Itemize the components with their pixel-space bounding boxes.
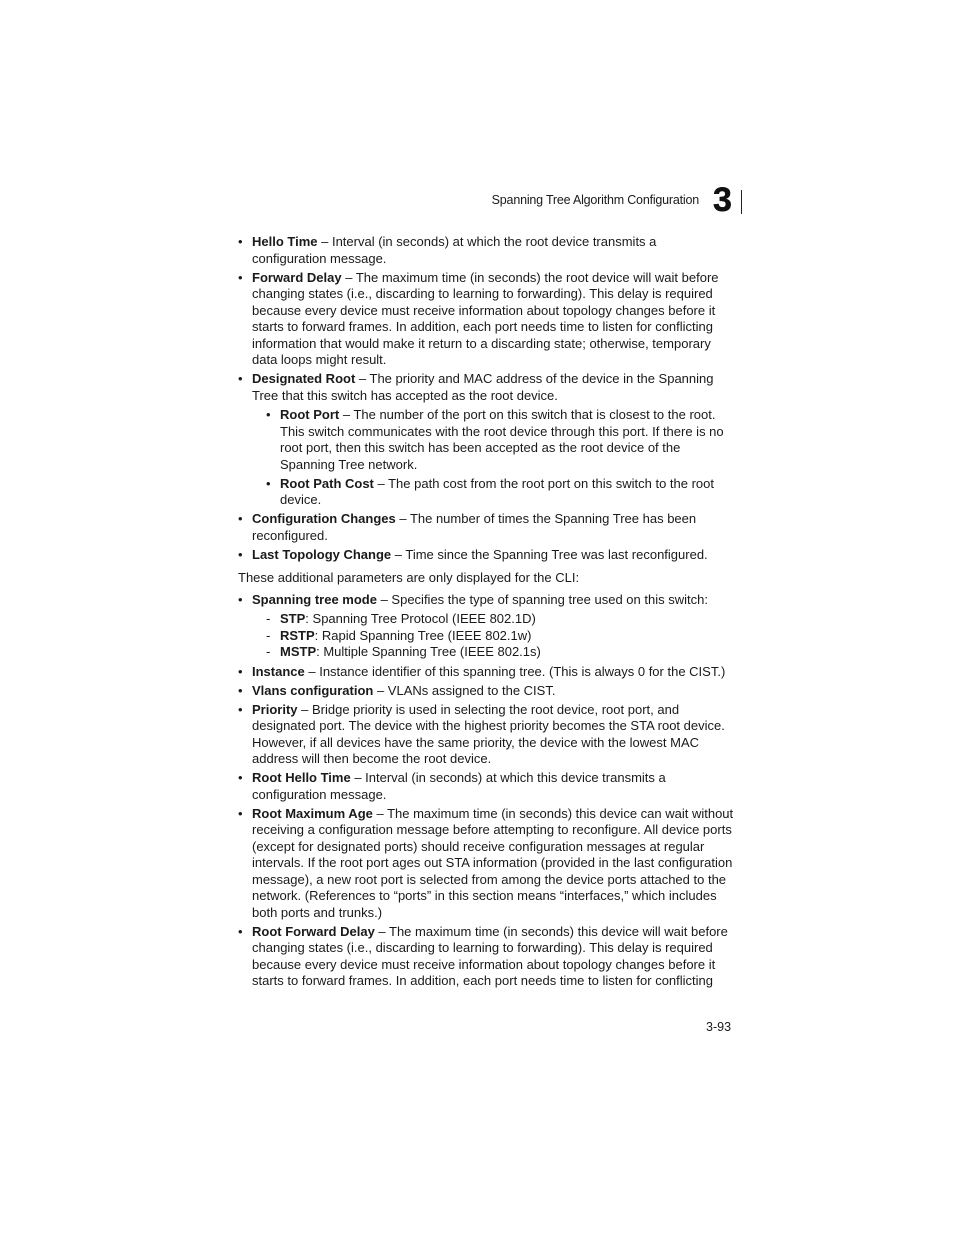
- cli-intro-paragraph: These additional parameters are only displayed for the CLI:: [238, 570, 580, 585]
- description: – Bridge priority is used in selecting the root device, root port, and designated port. The device with the highest priority becomes the STA root device. However, if all devices have the same priority, the device with the lowest MAC address will then become the root device.: [252, 701, 725, 766]
- list-item-hello-time: [238, 234, 734, 267]
- bullet-icon: •: [238, 269, 243, 285]
- bullet-icon: •: [266, 407, 271, 422]
- list-item-root-maximum-age: [238, 806, 734, 922]
- bullet-icon: •: [238, 682, 243, 698]
- list-item-priority: [238, 702, 734, 768]
- list-item-mstp: [266, 644, 734, 661]
- chapter-number: 3: [713, 181, 732, 219]
- term: Last Topology Change: [252, 546, 392, 562]
- bullet-icon: •: [238, 371, 243, 386]
- bullet-icon: •: [238, 546, 243, 562]
- term: Forward Delay: [252, 269, 342, 285]
- list-item-designated-root: [238, 371, 734, 509]
- list-item-stp: [266, 611, 734, 628]
- list-item-vlans-configuration: [238, 683, 734, 700]
- term: Hello Time: [252, 234, 318, 249]
- description: – The priority and MAC address of the device in the Spanning Tree that this switch has accepted as the root device.: [252, 371, 714, 403]
- bullet-icon: •: [266, 475, 271, 491]
- list-item-rstp: [266, 628, 734, 645]
- description: – Interval (in seconds) at which this device transmits a configuration message.: [252, 770, 666, 802]
- list-item-instance: [238, 664, 734, 681]
- term: Designated Root: [252, 371, 356, 386]
- dash-icon: -: [266, 627, 271, 643]
- bullet-icon: •: [238, 701, 243, 717]
- bullet-icon: •: [238, 805, 243, 821]
- description: – Time since the Spanning Tree was last reconfigured.: [391, 546, 708, 562]
- page-number: 3-93: [706, 1020, 732, 1034]
- term: RSTP: [280, 627, 315, 643]
- term: Instance: [252, 663, 305, 679]
- term: Root Maximum Age: [252, 805, 373, 821]
- dash-icon: -: [266, 611, 271, 626]
- dash-icon: -: [266, 644, 271, 659]
- mode-sublist: [266, 611, 734, 661]
- description: – The maximum time (in seconds) this device will wait before changing states (i.e., discarding to learning to forwarding). This delay is required because every device must receive information about topology changes before it starts to forward frames. In addition, each port needs time to listen for conflicting: [252, 923, 728, 988]
- list-item-spanning-tree-mode: [238, 592, 734, 661]
- term: MSTP: [280, 644, 317, 659]
- chapter-divider: [741, 190, 742, 214]
- page-body: [238, 234, 734, 992]
- description: – The number of the port on this switch that is closest to the root. This switch communicates with the root device through this port. If there is no root port, then this switch has been accepted as the root device of the Spanning Tree network.: [280, 407, 724, 472]
- description: – VLANs assigned to the CIST.: [373, 682, 556, 698]
- list-item-root-forward-delay: [238, 924, 734, 990]
- term: Root Port: [280, 407, 340, 422]
- term: Root Hello Time: [252, 770, 351, 785]
- list-item-last-topology-change: [238, 547, 734, 564]
- list-item-root-path-cost: [266, 476, 734, 509]
- description: – Interval (in seconds) at which the root device transmits a configuration message.: [252, 234, 657, 266]
- description: : Multiple Spanning Tree (IEEE 802.1s): [316, 644, 541, 659]
- bullet-icon: •: [238, 234, 243, 249]
- description: – Instance identifier of this spanning tree. (This is always 0 for the CIST.): [304, 663, 726, 679]
- running-title: Spanning Tree Algorithm Configuration: [491, 193, 699, 207]
- designated-root-sublist: [266, 407, 734, 509]
- list-item-root-hello-time: [238, 770, 734, 803]
- term: Vlans configuration: [252, 682, 374, 698]
- bullet-icon: •: [238, 770, 243, 785]
- description: – Specifies the type of spanning tree used on this switch:: [376, 591, 708, 607]
- term: Spanning tree mode: [252, 591, 377, 607]
- description: : Spanning Tree Protocol (IEEE 802.1D): [305, 611, 536, 626]
- description: – The maximum time (in seconds) the root device will wait before changing states (i.e., discarding to learning to forwarding). This delay is required because every device must receive information about topology changes before it starts to forward frames. In addition, each port needs time to listen for conflicting information that would make it return to a discarding state; otherwise, temporary data loops might result.: [252, 269, 719, 367]
- bullet-icon: •: [238, 923, 243, 939]
- bullet-icon: •: [238, 591, 243, 607]
- bullet-icon: •: [238, 511, 243, 526]
- bullet-icon: •: [238, 663, 243, 679]
- term: STP: [280, 611, 306, 626]
- description: : Rapid Spanning Tree (IEEE 802.1w): [314, 627, 532, 643]
- term: Root Forward Delay: [252, 923, 375, 939]
- description: – The path cost from the root port on this switch to the root device.: [280, 475, 714, 507]
- description: – The number of times the Spanning Tree has been reconfigured.: [252, 511, 697, 543]
- term: Root Path Cost: [280, 475, 374, 491]
- list-item-forward-delay: [238, 270, 734, 369]
- term: Configuration Changes: [252, 511, 396, 526]
- term: Priority: [252, 701, 298, 717]
- list-item-configuration-changes: [238, 511, 734, 544]
- description: – The maximum time (in seconds) this device can wait without receiving a configuration message before attempting to reconfigure. All device ports (except for designated ports) should receive configuration messages at regular intervals. If the root port ages out STA information (provided in the last configuration message), a new root port is selected from among the device ports attached to the network. (References to “ports” in this section means “interfaces,” which includes both ports and trunks.): [252, 805, 734, 920]
- list-item-root-port: [266, 407, 734, 473]
- page-header: [0, 181, 954, 219]
